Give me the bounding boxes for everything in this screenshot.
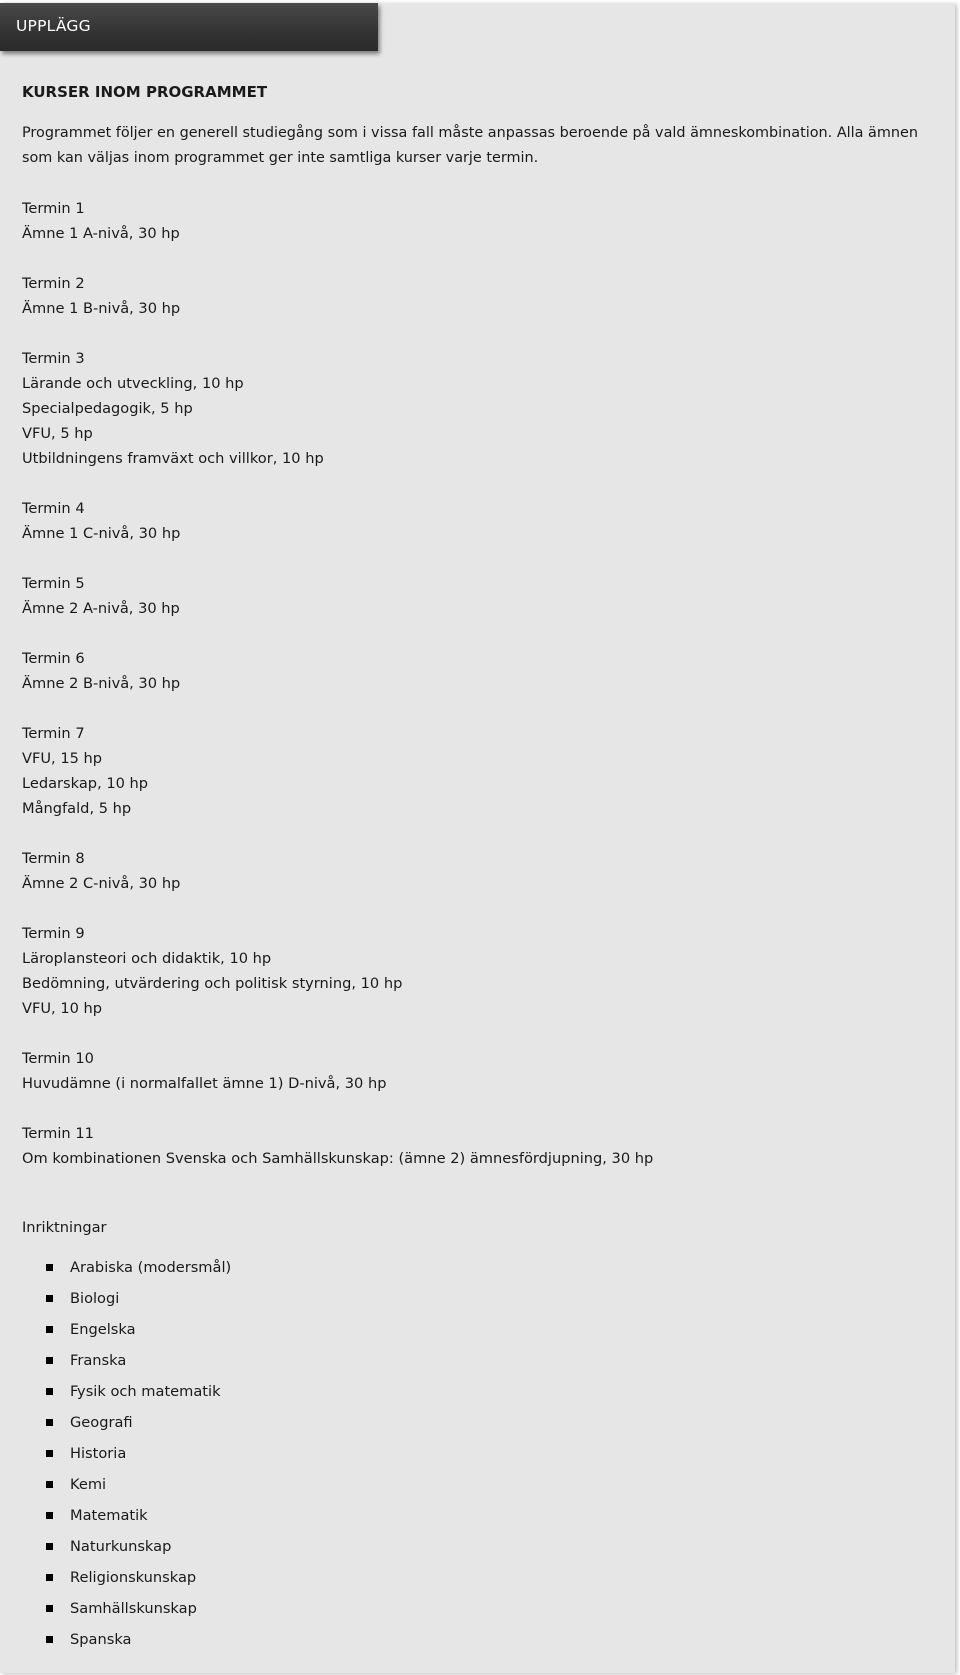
square-bullet-icon bbox=[46, 1450, 53, 1457]
term-title: Termin 6 bbox=[22, 650, 85, 667]
square-bullet-icon bbox=[46, 1605, 53, 1612]
course-item: VFU, 10 hp bbox=[22, 1000, 103, 1017]
square-bullet-icon bbox=[46, 1357, 53, 1364]
term-block bbox=[22, 271, 932, 321]
term-title: Termin 5 bbox=[22, 575, 85, 592]
intro-text: Programmet följer en generell studiegång som i vissa fall måste anpassas beroende på vald ämneskombination. Alla ämnen som kan väljas inom programmet ger inte samtliga kurser varje termin. bbox=[22, 125, 918, 166]
inriktning-item bbox=[22, 1500, 932, 1531]
course-item: Bedömning, utvärdering och politisk styrning, 10 hp bbox=[22, 975, 403, 992]
course-item: Läroplansteori och didaktik, 10 hp bbox=[22, 950, 272, 967]
course-item: Om kombinationen Svenska och Samhällskunskap: (ämne 2) ämnesfördjupning, 30 hp bbox=[22, 1150, 654, 1167]
square-bullet-icon bbox=[46, 1264, 53, 1271]
section-tab-label: UPPLÄGG bbox=[16, 17, 91, 35]
inriktning-item bbox=[22, 1562, 932, 1593]
term-title: Termin 7 bbox=[22, 725, 85, 742]
term-title: Termin 2 bbox=[22, 275, 85, 292]
term-block bbox=[22, 196, 932, 246]
course-item: Ämne 1 B-nivå, 30 hp bbox=[22, 300, 181, 317]
term-title: Termin 3 bbox=[22, 350, 85, 367]
term-block bbox=[22, 496, 932, 546]
inriktning-item bbox=[22, 1407, 932, 1438]
inriktning-label: Spanska bbox=[70, 1631, 132, 1648]
inriktning-label: Engelska bbox=[70, 1321, 136, 1338]
inriktning-item bbox=[22, 1376, 932, 1407]
inriktning-label: Naturkunskap bbox=[70, 1538, 172, 1555]
square-bullet-icon bbox=[46, 1543, 53, 1550]
inriktning-item bbox=[22, 1438, 932, 1469]
inriktning-label: Franska bbox=[70, 1352, 127, 1369]
square-bullet-icon bbox=[46, 1388, 53, 1395]
term-title: Termin 8 bbox=[22, 850, 85, 867]
inriktning-item bbox=[22, 1593, 932, 1624]
inriktning-label: Biologi bbox=[70, 1290, 120, 1307]
course-item: Lärande och utveckling, 10 hp bbox=[22, 375, 244, 392]
inriktning-item bbox=[22, 1345, 932, 1376]
term-title: Termin 10 bbox=[22, 1050, 94, 1067]
inriktning-item bbox=[22, 1469, 932, 1500]
term-list bbox=[22, 196, 932, 1171]
inriktning-label: Geografi bbox=[70, 1414, 133, 1431]
term-block bbox=[22, 721, 932, 821]
course-item: Utbildningens framväxt och villkor, 10 hp bbox=[22, 450, 324, 467]
term-block bbox=[22, 646, 932, 696]
course-item: Ämne 2 B-nivå, 30 hp bbox=[22, 675, 181, 692]
course-item: Ledarskap, 10 hp bbox=[22, 775, 149, 792]
square-bullet-icon bbox=[46, 1295, 53, 1302]
inriktning-item bbox=[22, 1314, 932, 1345]
section-tab[interactable] bbox=[0, 3, 378, 51]
square-bullet-icon bbox=[46, 1636, 53, 1643]
term-block bbox=[22, 1046, 932, 1096]
inriktning-label: Arabiska (modersmål) bbox=[70, 1259, 232, 1276]
term-block bbox=[22, 1121, 932, 1171]
inriktningar-heading: Inriktningar bbox=[22, 1219, 107, 1236]
term-block bbox=[22, 346, 932, 471]
inriktning-item bbox=[22, 1252, 932, 1283]
course-item: Huvudämne (i normalfallet ämne 1) D-nivå, 30 hp bbox=[22, 1075, 387, 1092]
term-title: Termin 11 bbox=[22, 1125, 94, 1142]
square-bullet-icon bbox=[46, 1512, 53, 1519]
square-bullet-icon bbox=[46, 1574, 53, 1581]
inriktningar-list bbox=[22, 1252, 932, 1655]
course-item: VFU, 15 hp bbox=[22, 750, 103, 767]
term-block bbox=[22, 846, 932, 896]
course-item: Ämne 1 A-nivå, 30 hp bbox=[22, 225, 180, 242]
inriktning-label: Matematik bbox=[70, 1507, 148, 1524]
square-bullet-icon bbox=[46, 1419, 53, 1426]
course-item: VFU, 5 hp bbox=[22, 425, 93, 442]
inriktning-label: Historia bbox=[70, 1445, 127, 1462]
inriktning-label: Samhällskunskap bbox=[70, 1600, 197, 1617]
course-item: Ämne 1 C-nivå, 30 hp bbox=[22, 525, 181, 542]
course-item: Ämne 2 A-nivå, 30 hp bbox=[22, 600, 180, 617]
term-block bbox=[22, 571, 932, 621]
term-title: Termin 4 bbox=[22, 500, 85, 517]
term-title: Termin 1 bbox=[22, 200, 85, 217]
inriktning-label: Religionskunskap bbox=[70, 1569, 197, 1586]
course-item: Specialpedagogik, 5 hp bbox=[22, 400, 193, 417]
term-title: Termin 9 bbox=[22, 925, 85, 942]
course-item: Mångfald, 5 hp bbox=[22, 800, 132, 817]
inriktning-item bbox=[22, 1624, 932, 1655]
inriktning-item bbox=[22, 1531, 932, 1562]
inriktning-label: Fysik och matematik bbox=[70, 1383, 221, 1400]
main-content bbox=[22, 80, 932, 1655]
inriktning-item bbox=[22, 1283, 932, 1314]
term-block bbox=[22, 921, 932, 1021]
inriktning-label: Kemi bbox=[70, 1476, 107, 1493]
square-bullet-icon bbox=[46, 1326, 53, 1333]
course-item: Ämne 2 C-nivå, 30 hp bbox=[22, 875, 181, 892]
square-bullet-icon bbox=[46, 1481, 53, 1488]
section-heading: KURSER INOM PROGRAMMET bbox=[22, 83, 268, 101]
